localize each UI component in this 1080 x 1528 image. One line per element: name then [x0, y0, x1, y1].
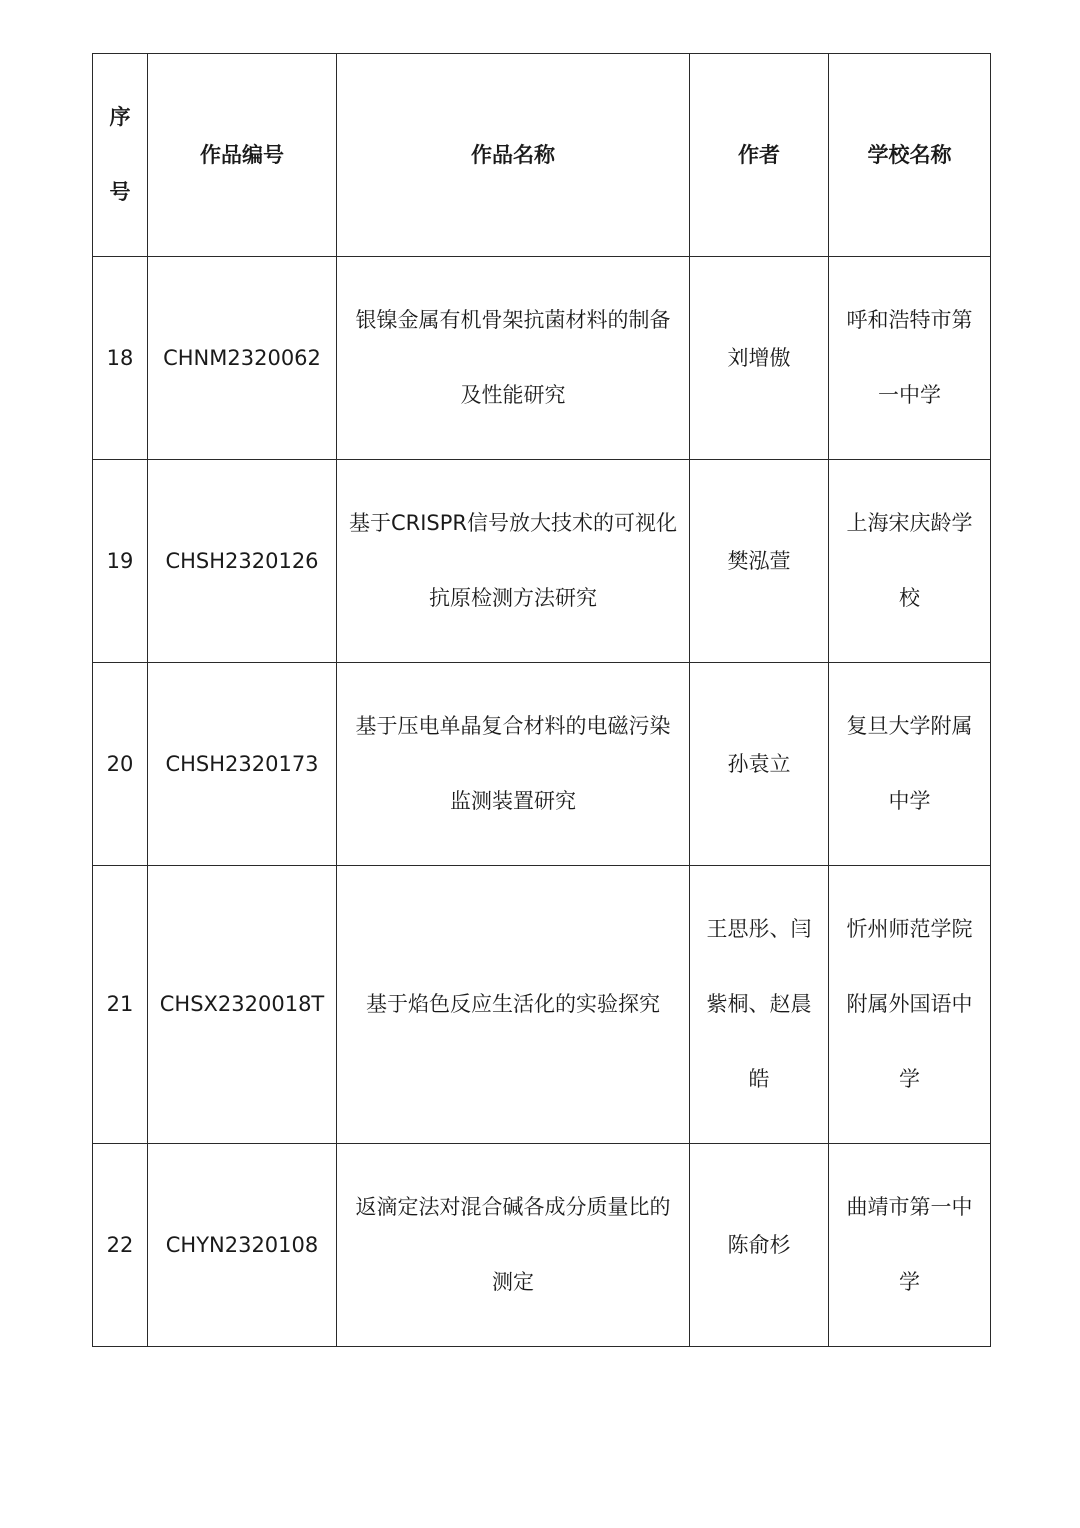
- cell-code: CHNM2320062: [148, 257, 337, 460]
- cell-code: CHSH2320126: [148, 460, 337, 663]
- cell-index: 18: [93, 257, 148, 460]
- awards-table: [92, 53, 991, 1347]
- header-code: 作品编号: [148, 54, 337, 257]
- cell-index: 20: [93, 663, 148, 866]
- cell-author: 樊泓萱: [690, 460, 829, 663]
- cell-school: 呼和浩特市第一中学: [829, 257, 991, 460]
- cell-school: 复旦大学附属中学: [829, 663, 991, 866]
- cell-author: 刘增傲: [690, 257, 829, 460]
- cell-author: 王思彤、闫紫桐、赵晨皓: [690, 866, 829, 1144]
- cell-name: 银镍金属有机骨架抗菌材料的制备及性能研究: [337, 257, 690, 460]
- table-row: [93, 460, 991, 663]
- cell-code: CHSX2320018T: [148, 866, 337, 1144]
- table-row: [93, 663, 991, 866]
- cell-name: 基于CRISPR信号放大技术的可视化抗原检测方法研究: [337, 460, 690, 663]
- cell-author: 陈俞杉: [690, 1144, 829, 1347]
- table-row: [93, 257, 991, 460]
- cell-index: 21: [93, 866, 148, 1144]
- cell-name: 返滴定法对混合碱各成分质量比的测定: [337, 1144, 690, 1347]
- header-author: 作者: [690, 54, 829, 257]
- header-name: 作品名称: [337, 54, 690, 257]
- cell-school: 上海宋庆龄学校: [829, 460, 991, 663]
- cell-name: 基于焰色反应生活化的实验探究: [337, 866, 690, 1144]
- cell-school: 忻州师范学院附属外国语中学: [829, 866, 991, 1144]
- cell-index: 19: [93, 460, 148, 663]
- cell-school: 曲靖市第一中学: [829, 1144, 991, 1347]
- table-row: [93, 866, 991, 1144]
- header-school: 学校名称: [829, 54, 991, 257]
- cell-name: 基于压电单晶复合材料的电磁污染监测装置研究: [337, 663, 690, 866]
- header-index: 序号: [93, 54, 148, 257]
- cell-code: CHYN2320108: [148, 1144, 337, 1347]
- cell-index: 22: [93, 1144, 148, 1347]
- cell-author: 孙袁立: [690, 663, 829, 866]
- table-row: [93, 1144, 991, 1347]
- table-header-row: [93, 54, 991, 257]
- cell-code: CHSH2320173: [148, 663, 337, 866]
